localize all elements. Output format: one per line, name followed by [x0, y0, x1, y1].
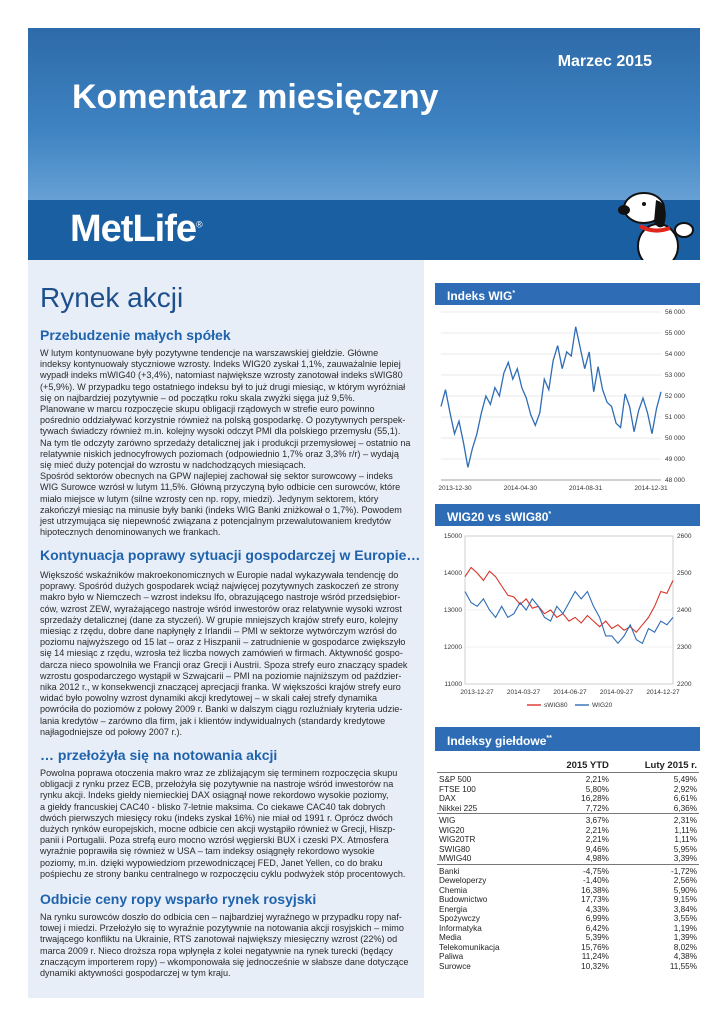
value-ytd: 17,73%	[581, 895, 609, 904]
table-row	[437, 785, 699, 795]
value-feb: 5,90%	[673, 885, 697, 895]
value-feb: 6,61%	[673, 794, 697, 803]
index-name: FTSE 100	[439, 784, 476, 794]
y-tick-label: 54 000	[665, 351, 685, 358]
x-tick-label: 2014-12-27	[646, 689, 680, 696]
value-ytd: 11,24%	[581, 952, 609, 961]
value-feb: 1,19%	[673, 923, 697, 933]
index-name: SWIG80	[439, 844, 470, 854]
article-body-4: Na rynku surowców doszło do odbicia cen – najbardziej wyraźnego w przypadku ropy naf- towej i miedzi. Przełożyło się to wyraźnie pozytywnie na notowania akcji rosyjskich – mimo trwającego konfliktu na Ukrainie, RTS zanotował największy miesięczny wzrost (22%) od marca 2009 r. Nieco droższa ropa wpłynęła z kolei negatywnie na rynek turecki (będący znaczącym importerem ropy) – wkomponowała się jednocześnie w słabsze dane dotyczące dynamiki aktywności gospodarczej w tym kraju.	[40, 912, 409, 979]
article-heading-3: … przełożyła się na notowania akcji	[40, 747, 278, 763]
y-left-tick-label: 13000	[443, 607, 462, 614]
table-row	[437, 835, 699, 845]
indices-table-title: Indeksy giełdowe**	[435, 727, 700, 751]
value-ytd: 7,72%	[585, 803, 609, 813]
col-feb-header: Luty 2015 r.	[644, 760, 697, 771]
index-name: DAX	[439, 794, 456, 803]
y-tick-label: 48 000	[665, 477, 685, 484]
y-left-tick-label: 12000	[443, 644, 462, 651]
table-row	[437, 886, 699, 896]
x-tick-label: 2013-12-30	[438, 485, 472, 492]
y-tick-label: 53 000	[665, 372, 685, 379]
index-name: Informatyka	[439, 923, 482, 933]
legend-label: WIG20	[592, 702, 613, 709]
article-body-3: Powolna poprawa otoczenia makro wraz ze zbliżającym się terminem rozpoczęcia skupu obligacji z rynku przez ECB, przełożyła się pozytywnie na nastroje wśród inwestorów na rynku akcji. Indeks giełdy niemieckiej DAX osiągnął nowe rekordowo wysokie poziomy, a giełdy francuskiej CAC40 - blisko 7-letnie maksima. Co ciekawe CAC40 tak dobrych dwóch pierwszych miesięcy roku (indeks zyskał 16%) nie miał od 1991 r. Oprócz dwóch dużych rynków europejskich, mocne odbicie cen akcji wystąpiło również w Grecji, Hiszp- panii i Portugalii. Poza strefą euro mocno wzrósł węgierski BUX i czeski PX. Atmosfera wyraźnie poprawiła się również w USA – tam indeksy osiągnęły rekordowo wysokie poziomy, m.in. dzięki wypowiedziom przewodniczącej FED, Janet Yellen, co do braku pośpiechu ze strony banku centralnego w rozpoczęciu cyklu podwyżek stóp procentowych.	[40, 768, 406, 879]
x-tick-label: 2014-12-31	[634, 485, 668, 492]
y-tick-label: 49 000	[665, 456, 685, 463]
table-row	[437, 914, 699, 924]
value-feb: 3,39%	[673, 854, 697, 863]
value-feb: 6,36%	[673, 803, 697, 813]
value-ytd: 6,99%	[585, 914, 609, 923]
table-row	[437, 845, 699, 855]
y-right-tick-label: 2500	[677, 570, 692, 577]
y-left-tick-label: 15000	[443, 533, 462, 540]
table-row	[437, 895, 699, 905]
table-row	[437, 794, 699, 804]
y-right-tick-label: 2200	[677, 681, 692, 688]
table-row	[437, 876, 699, 886]
x-tick-label: 2014-08-31	[569, 485, 603, 492]
table-row	[437, 924, 699, 934]
index-name: Banki	[437, 864, 538, 876]
x-tick-label: 2014-04-30	[503, 485, 537, 492]
index-name: Telekomunikacja	[439, 942, 500, 952]
index-name: S&P 500	[437, 773, 538, 785]
value-ytd: 4,98%	[585, 854, 609, 863]
metlife-logo: MetLife®	[70, 208, 202, 250]
issue-date: Marzec 2015	[557, 53, 652, 70]
index-name: Chemia	[439, 885, 468, 895]
index-name: Energia	[439, 904, 468, 914]
value-ytd: 6,42%	[585, 923, 609, 933]
index-name: Spożywczy	[439, 914, 480, 923]
value-ytd: 10,32%	[581, 961, 609, 971]
table-row	[437, 952, 699, 962]
index-name: Surowce	[439, 961, 471, 971]
table-row	[437, 804, 699, 814]
value-feb: 2,56%	[673, 876, 697, 885]
header-banner	[28, 28, 700, 260]
series-line-wig20	[465, 592, 673, 644]
table-row	[437, 962, 699, 972]
y-left-tick-label: 11000	[444, 681, 462, 688]
value-feb: 1,11%	[674, 825, 697, 835]
value-ytd: 9,46%	[585, 844, 609, 854]
y-tick-label: 55 000	[665, 330, 685, 337]
index-name: Nikkei 225	[439, 803, 478, 813]
value-ytd: 5,80%	[585, 784, 609, 794]
index-name: WIG20	[439, 825, 465, 835]
value-ytd: 2,21%	[585, 825, 609, 835]
y-tick-label: 52 000	[665, 393, 685, 400]
value-ytd: 4,33%	[585, 904, 609, 914]
section-title: Rynek akcji	[40, 282, 184, 313]
value-ytd: 2,21%	[538, 773, 611, 785]
table-row	[437, 826, 699, 836]
value-feb: 11,55%	[669, 961, 697, 971]
page-title: Komentarz miesięczny	[72, 78, 439, 116]
article-heading-1: Przebudzenie małych spółek	[40, 327, 231, 343]
wig-chart-title: Indeks WIG*	[435, 283, 700, 305]
value-ytd: -4,75%	[538, 864, 611, 876]
article-body-2: Większość wskaźników makroekonomicznych w Europie nadal wykazywała tendencję do poprawy. Spośród dużych gospodarek wciąż najwięcej pozytywnych zaskoczeń ze strony makro było w Niemczech – wzrost indeksu Ifo, obrazującego nastroje wśród przedsiębior- ców, wzrost ZEW, wyrażającego nastroje wśród inwestorów oraz relatywnie wysoki wzrost sprzedaży detalicznej (dane za styczeń). W grupie mniejszych krajów strefy euro, kolejny miesiąc z rzędu, dobre dane napłynęły z Irlandii – PMI w sektorze wytwórczym wzrósł do poziomu najwyższego od 15 lat – oraz z Hiszpanii – zatrudnienie w gospodarce zwiększyło się 14 miesiąc z rzędu, wzrosła też liczba nowych zamówień w firmach. Aktywność gospo- darcza nieco spowolniła we Francji oraz Grecji i Austrii. Spoza strefy euro znaczący spadek wzrostu gospodarczego wystąpił w Szwajcarii – PMI na poziomie najniższym od paździer- nika 2012 r., w konsekwencji znaczącej aprecjacji franka. W większości krajów strefy euro widać było powolny wzrost dynamiki akcji kredytowej – w skali całej strefy dynamika powróciła do poziomów z połowy 2009 r. Banki w dalszym ciągu rozluźniały kryteria udzie- lania kredytów – zarówno dla firm, jak i klientów indywidualnych (standardy kredytowe najłagodniejsze od połowy 2007 r.).	[40, 570, 408, 737]
series-line-swig80	[465, 568, 673, 633]
value-feb: 5,49%	[611, 773, 699, 785]
y-left-tick-label: 14000	[443, 570, 462, 577]
index-name: Paliwa	[439, 952, 464, 961]
y-tick-label: 50 000	[665, 435, 685, 442]
y-right-tick-label: 2600	[677, 533, 692, 540]
table-row	[437, 864, 699, 876]
y-right-tick-label: 2400	[677, 607, 692, 614]
wig20-vs-swig80-chart	[435, 528, 700, 714]
index-name: MWIG40	[439, 854, 472, 863]
x-tick-label: 2014-03-27	[506, 689, 541, 696]
wig20-chart-title: WIG20 vs sWIG80*	[435, 504, 700, 526]
value-feb: 3,55%	[673, 914, 697, 923]
article-body-1: W lutym kontynuowane były pozytywne tendencje na warszawskiej giełdzie. Główne indeksy kontynuowały styczniowe wzrosty. Indeks WIG20 zyskał 1,1%, zauważalnie lepiej wypadł indeks mWIG40 (+3,4%), natomiast największe wzrosty zanotował indeks sWIG80 (+5,9%). W przypadku tego ostatniego indeksu był to już drugi miesiąc, w którym wyróżniał się on najbardziej pozytywnie – od początku roku skala zwyżki sięga już 9,5%. Planowane w marcu rozpoczęcie skupu obligacji rządowych w strefie euro powinno pośrednio oddziaływać korzystnie również na polską gospodarkę. O pozytywnych perspek- tywach świadczy również m.in. kolejny wysoki odczyt PMI dla polskiego przemysłu (55,1). Na tym tle odczyty zarówno sprzedaży detalicznej jak i produkcji przemysłowej – ostatnio na relatywnie niskich jednocyfrowych poziomach (odpowiednio 1,7% oraz 3,3% r/r) – wydają się mieć duży potencjał do wzrostu w nadchodzących miesiącach. Spośród sektorów obecnych na GPW najlepiej zachował się sektor surowcowy – indeks WIG Surowce wzrósł w lutym 11,5%. Główną przyczyną było odbicie cen surowców, które miało miejsce w lutym (silne wzrosty cen np. ropy, miedzi). Jedynym sektorem, który zakończył miesiąc na minusie były banki (indeks WIG Banki zniżkował o 1,7%). Powodem jest utrzymująca się niepewność związana z potencjalnym przewalutowaniem kredytów hipotecznych denominowanych we frankach.	[40, 348, 411, 538]
y-tick-label: 56 000	[665, 309, 685, 316]
index-name: Budownictwo	[439, 895, 488, 904]
value-ytd: 3,67%	[538, 814, 611, 826]
index-name: WIG20TR	[439, 835, 476, 844]
value-feb: 8,02%	[673, 942, 697, 952]
value-ytd: 15,76%	[581, 942, 609, 952]
table-row	[437, 773, 699, 785]
article-heading-2: Kontynuacja poprawy sytuacji gospodarczej w Europie…	[40, 547, 421, 563]
wig-line-chart	[435, 306, 700, 496]
value-feb: 1,11%	[674, 835, 697, 844]
index-name: Deweloperzy	[439, 876, 487, 885]
article-heading-4: Odbicie ceny ropy wsparło rynek rosyjski	[40, 891, 317, 907]
value-feb: 5,95%	[673, 844, 697, 854]
value-feb: -1,72%	[611, 864, 699, 876]
y-tick-label: 51 000	[665, 414, 685, 421]
value-feb: 9,15%	[673, 895, 697, 904]
legend-label: sWIG80	[544, 702, 568, 709]
value-ytd: 2,21%	[585, 835, 609, 844]
index-name: Media	[439, 933, 462, 942]
value-ytd: 16,28%	[581, 794, 609, 803]
snoopy-mascot-icon	[600, 178, 700, 260]
table-row	[437, 933, 699, 943]
wig-series-line	[441, 327, 661, 468]
y-right-tick-label: 2300	[677, 644, 692, 651]
table-row	[437, 854, 699, 864]
table-row	[437, 814, 699, 826]
x-tick-label: 2014-06-27	[553, 689, 587, 696]
table-row	[437, 905, 699, 915]
indices-table	[437, 759, 699, 971]
indices-table-header	[437, 759, 699, 773]
value-feb: 4,38%	[673, 952, 697, 961]
value-feb: 1,39%	[673, 933, 697, 942]
table-row	[437, 943, 699, 953]
value-feb: 3,84%	[673, 904, 697, 914]
col-ytd-header: 2015 YTD	[566, 760, 609, 771]
value-ytd: 16,38%	[581, 885, 609, 895]
value-ytd: -1,40%	[582, 876, 609, 885]
value-feb: 2,31%	[611, 814, 699, 826]
x-tick-label: 2013-12-27	[460, 689, 494, 696]
x-tick-label: 2014-09-27	[599, 689, 634, 696]
value-ytd: 5,39%	[585, 933, 609, 942]
value-feb: 2,92%	[673, 784, 697, 794]
index-name: WIG	[437, 814, 538, 826]
